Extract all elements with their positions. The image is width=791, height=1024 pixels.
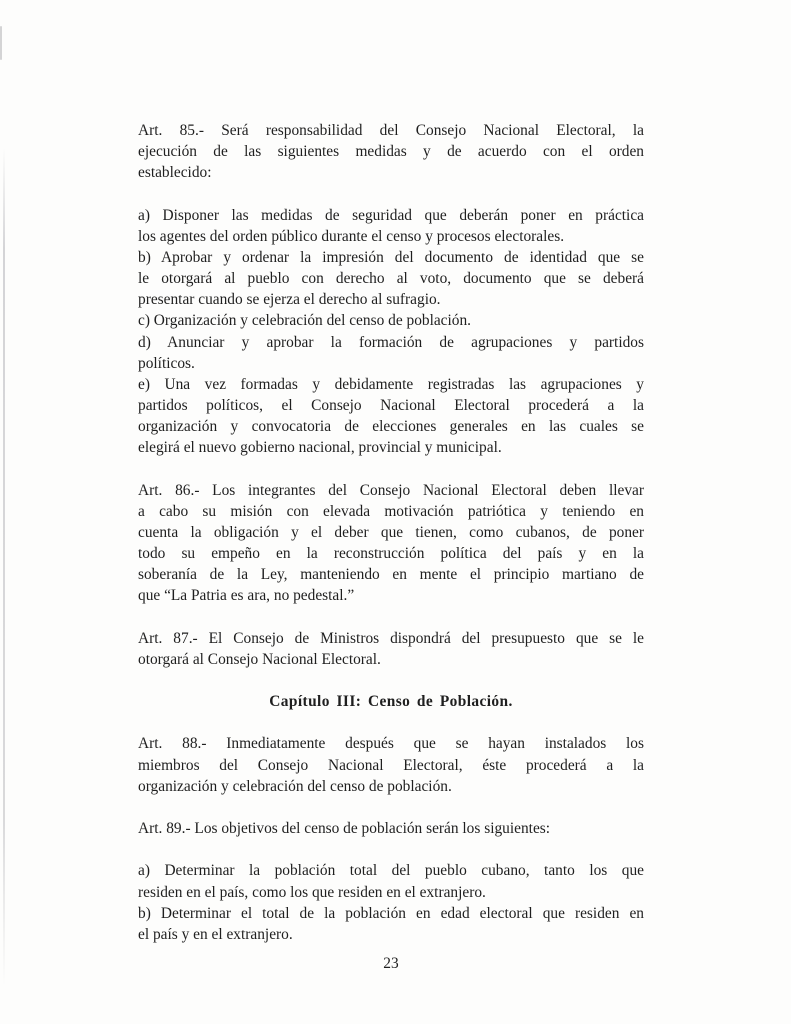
text-line: a cabo su misión con elevada motivación patriótica y teniendo en <box>138 502 644 520</box>
scan-artifact-top-left <box>0 26 2 60</box>
text-line: organización y celebración del censo de población. <box>138 777 452 795</box>
text-line: Art. 85.- Será responsabilidad del Consejo Nacional Electoral, la <box>138 122 644 139</box>
scan-artifact-left-edge <box>3 148 5 986</box>
text-line: a) Disponer las medidas de seguridad que deberán poner en práctica <box>138 206 644 224</box>
text-line: b) Determinar el total de la población en edad electoral que residen en <box>138 904 644 922</box>
list-item-d <box>138 332 644 374</box>
text-line: a) Determinar la población total del pueblo cubano, tanto los que <box>138 862 644 880</box>
list-article-89-objectives <box>138 860 644 945</box>
text-line: Art. 89.- Los objetivos del censo de población serán los siguientes: <box>138 820 551 838</box>
text-line: miembros del Consejo Nacional Electoral, éste procederá a la <box>138 756 644 774</box>
paragraph-article-87 <box>138 628 644 670</box>
text-line: Art. 86.- Los integrantes del Consejo Nacional Electoral deben llevar <box>138 481 644 499</box>
text-line: b) Aprobar y ordenar la impresión del documento de identidad que se <box>138 248 644 266</box>
list-article-85-measures <box>138 205 644 459</box>
list-item-a <box>138 205 644 247</box>
list-item-c <box>138 310 644 331</box>
list-item-a <box>138 860 644 902</box>
paragraph-article-89 <box>138 818 644 839</box>
list-item-b <box>138 903 644 945</box>
text-line: Art. 88.- Inmediatamente después que se hayan instalados los <box>138 735 644 753</box>
text-line: políticos. <box>138 354 195 372</box>
text-line: Art. 87.- El Consejo de Ministros dispondrá del presupuesto que se le <box>138 629 644 647</box>
text-line: d) Anunciar y aprobar la formación de agrupaciones y partidos <box>138 333 644 351</box>
text-line: organización y convocatoria de elecciones generales en las cuales se <box>138 418 644 436</box>
text-line: que “La Patria es ara, no pedestal.” <box>138 587 355 605</box>
page-number: 23 <box>383 955 399 972</box>
text-line: ejecución de las siguientes medidas y de acuerdo con el orden <box>138 143 644 161</box>
text-line: soberanía de la Ley, manteniendo en mente el principio martiano de <box>138 566 644 584</box>
text-line: c) Organización y celebración del censo de población. <box>138 312 472 330</box>
text-line: cuenta la obligación y el deber que tienen, como cubanos, de poner <box>138 523 644 541</box>
text-line: elegirá el nuevo gobierno nacional, provincial y municipal. <box>138 439 502 457</box>
document-text-block <box>138 120 644 945</box>
paragraph-article-88 <box>138 733 644 796</box>
text-line: el país y en el extranjero. <box>138 925 293 943</box>
list-item-e <box>138 374 644 459</box>
text-line: residen en el país, como los que residen en el extranjero. <box>138 883 486 901</box>
text-line: presentar cuando se ejerza el derecho al sufragio. <box>138 291 441 309</box>
list-item-b <box>138 247 644 310</box>
text-line: los agentes del orden público durante el censo y procesos electorales. <box>138 227 565 245</box>
paragraph-article-85 <box>138 120 644 183</box>
text-line: establecido: <box>138 164 212 182</box>
text-line: e) Una vez formadas y debidamente registradas las agrupaciones y <box>138 375 644 393</box>
text-line: todo su empeño en la reconstrucción política del país y en la <box>138 545 644 563</box>
text-line: otorgará al Consejo Nacional Electoral. <box>138 650 381 668</box>
paragraph-article-86 <box>138 480 644 607</box>
text-line: partidos políticos, el Consejo Nacional Electoral procederá a la <box>138 397 644 415</box>
chapter-heading: Capítulo III: Censo de Población. <box>269 693 513 711</box>
text-line: le otorgará al pueblo con derecho al voto, documento que se deberá <box>138 270 644 288</box>
